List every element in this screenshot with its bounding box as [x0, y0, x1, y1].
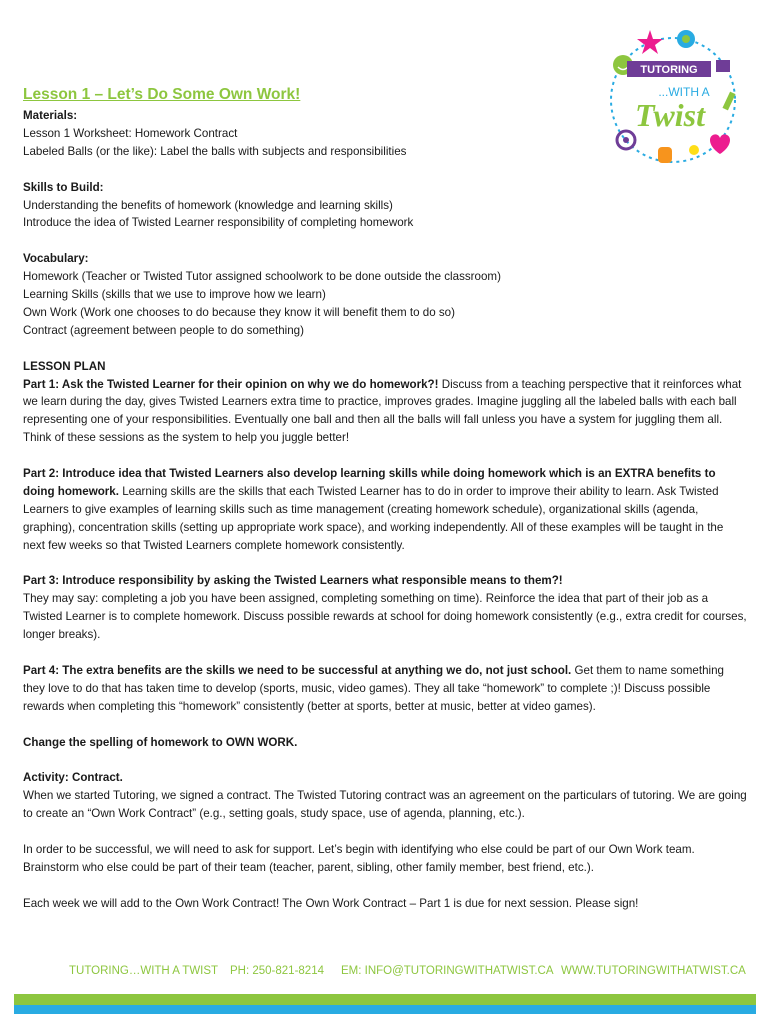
- part-2-text: Learning skills are the skills that each Twisted Learner has to do in order to improve their ability to learn. Ask Twisted Learners to give examples of learning skills such as time management (creating homework schedule), organizational skills (agenda, graphing), concentration skills (setting up appropriate work space), and working independently. All of these examples will be taught in the next few weeks so that Twisted Learners complete homework consistently.: [23, 484, 724, 552]
- footer-email[interactable]: EM: INFO@TUTORINGWITHATWIST.CA: [341, 965, 554, 977]
- skills-item: Introduce the idea of Twisted Learner responsibility of completing homework: [23, 216, 414, 230]
- part-3-lead: Part 3: Introduce responsibility by asking the Twisted Learners what responsible means to them?!: [23, 574, 563, 588]
- logo-with-a-text: ...WITH A: [658, 85, 710, 99]
- part-4-text: Get them to name something they love to do that has taken time to develop (sports, music, video games). They all take “homework” to complete ;)! Discuss possible rewards when completing this “homework” consistently (better at sports, better at music, better at video games).: [23, 664, 724, 713]
- materials-item: Labeled Balls (or the like): Label the balls with subjects and responsibilities: [23, 144, 407, 158]
- activity-paragraph-2: In order to be successful, we will need to ask for support. Let’s begin with identifying who else could be part of our Own Work team. Brainstorm who else could be part of their team (teacher, parent, sibling, other family member, best friend, etc.).: [23, 843, 695, 874]
- pink-star-icon: [637, 30, 663, 54]
- vocabulary-heading: Vocabulary:: [23, 252, 89, 266]
- part-3-text: They may say: completing a job you have been assigned, completing something on time). Reinforce the idea that part of their job as a Twisted Learner is to complete homework. Discuss possible rewards at school for doing homework consistently (e.g., extra credit for courses, longer breaks).: [23, 592, 747, 642]
- activity-heading: Activity: Contract.: [23, 771, 123, 785]
- logo-twist-text: Twist: [635, 97, 705, 133]
- spelling-note: Change the spelling of homework to OWN WORK.: [23, 735, 298, 749]
- page-footer: [0, 965, 770, 983]
- part-1-paragraph: [23, 376, 748, 448]
- activity-paragraph-1: When we started Tutoring, we signed a contract. The Twisted Tutoring contract was an agreement on the particulars of tutoring. We are going to create an “Own Work Contract” (e.g., setting goals, study space, use of agenda, planning, etc.).: [23, 789, 747, 821]
- part-4-paragraph: [23, 662, 748, 716]
- part-2-paragraph: [23, 465, 748, 555]
- lesson-content: [23, 107, 748, 913]
- logo-tutoring-text: TUTORING: [640, 64, 698, 76]
- materials-heading: Materials:: [23, 109, 78, 122]
- skills-item: Understanding the benefits of homework (knowledge and learning skills): [23, 198, 393, 212]
- vocabulary-item: Learning Skills (skills that we use to improve how we learn): [23, 288, 326, 302]
- vocabulary-item: Contract (agreement between people to do something): [23, 323, 304, 337]
- part-2-lead: Part 2: Introduce idea that Twisted Learners also develop learning skills while doing homework which is an EXTRA benefits to doing homework.: [23, 467, 716, 498]
- footer-blue-bar: [14, 1005, 756, 1014]
- materials-item: Lesson 1 Worksheet: Homework Contract: [23, 126, 238, 140]
- footer-green-bar: [14, 994, 756, 1005]
- lesson-title: Lesson 1 – Let’s Do Some Own Work!: [23, 86, 301, 103]
- lesson-plan-heading: LESSON PLAN: [23, 359, 106, 373]
- part-4-lead: Part 4: The extra benefits are the skills we need to be successful at anything we do, not just school.: [23, 664, 572, 677]
- film-icon: [716, 60, 730, 72]
- footer-website[interactable]: WWW.TUTORINGWITHATWIST.CA: [561, 965, 746, 977]
- skills-heading: Skills to Build:: [23, 180, 104, 194]
- vocabulary-item: Own Work (Work one chooses to do because they know it will benefit them to do so): [23, 305, 455, 319]
- activity-paragraph-3: Each week we will add to the Own Work Contract! The Own Work Contract – Part 1 is due for next session. Please sign!: [23, 896, 639, 910]
- part-1-text: Discuss from a teaching perspective that it reinforces what we learn during the day, gives Twisted Learners extra time to practice, improves grades. Imagine juggling all the labeled balls with each ball representing one of your responsibilities. Eventually one ball and then all the balls will fall unless you have a system for juggling them all. Think of these sessions as the system to help you juggle better!: [23, 377, 742, 445]
- part-1-lead: Part 1: Ask the Twisted Learner for their opinion on why we do homework?!: [23, 377, 439, 391]
- vocabulary-item: Homework (Teacher or Twisted Tutor assigned schoolwork to be done outside the classroom): [23, 270, 501, 284]
- footer-phone: PH: 250-821-8214: [230, 965, 324, 977]
- footer-brand: TUTORING…WITH A TWIST: [69, 965, 219, 977]
